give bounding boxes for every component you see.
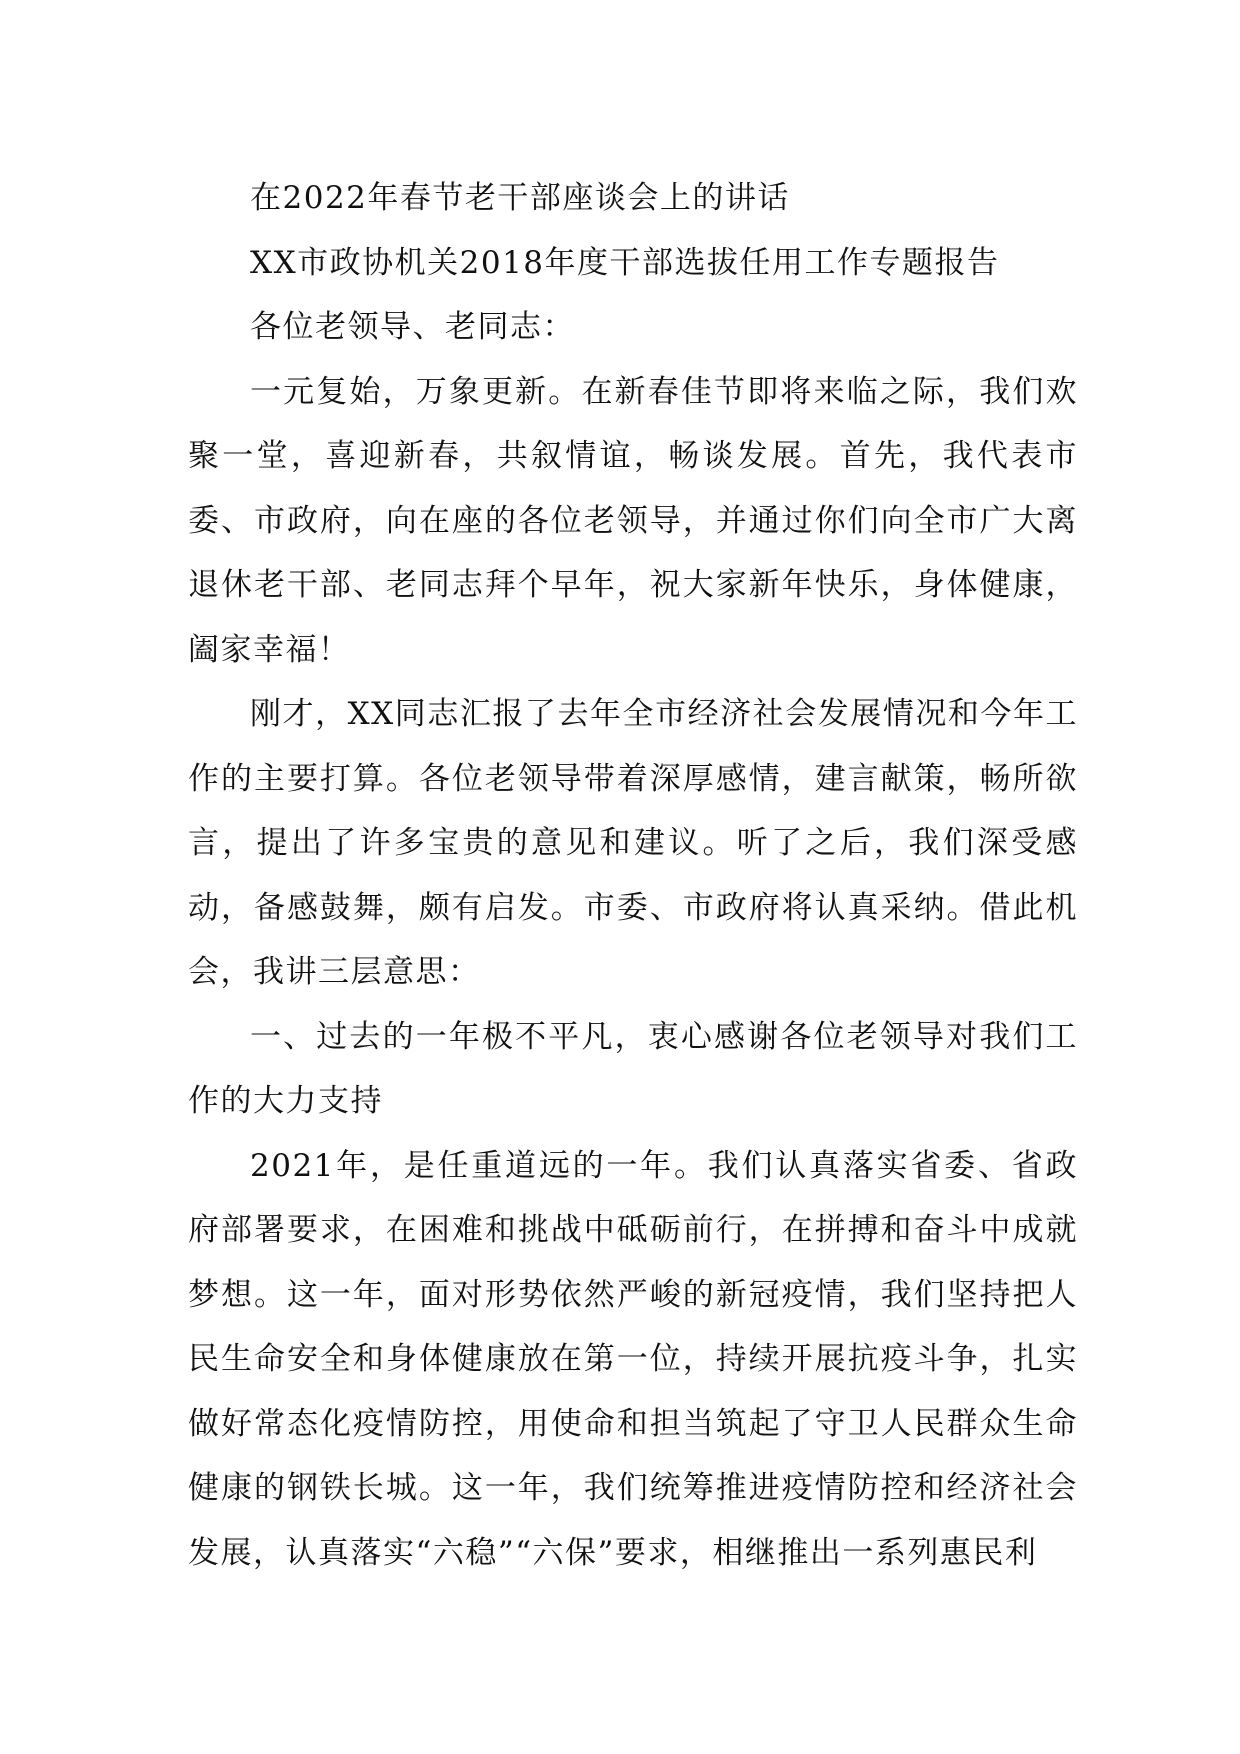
paragraph-intro: 刚才，XX同志汇报了去年全市经济社会发展情况和今年工作的主要打算。各位老领导带着深厚感情，建言献策，畅所欲言，提出了许多宝贵的意见和建议。听了之后，我们深受感动，备感鼓舞，颇有启发。市委、市政府将认真采纳。借此机会，我讲三层意思： (188, 696, 1078, 990)
salutation: 各位老领导、老同志： (250, 309, 575, 345)
document-body (188, 166, 1078, 1585)
report-title: XX市政协机关2018年度干部选拔任用工作专题报告 (250, 244, 1000, 281)
speech-title: 在2022年春节老干部座谈会上的讲话 (250, 180, 790, 216)
section-heading-1: 一、过去的一年极不平凡，衷心感谢各位老领导对我们工作的大力支持 (188, 1018, 1078, 1119)
paragraph-opening: 一元复始，万象更新。在新春佳节即将来临之际，我们欢聚一堂，喜迎新春，共叙情谊，畅谈发展。首先，我代表市委、市政府，向在座的各位老领导，并通过你们向全市广大离退休老干部、老同志拜个早年，祝大家新年快乐，身体健康，阖家幸福！ (188, 373, 1078, 668)
paragraph-2021-review: 2021年，是任重道远的一年。我们认真落实省委、省政府部署要求，在困难和挑战中砥砺前行，在拼搏和奋斗中成就梦想。这一年，面对形势依然严峻的新冠疫情，我们坚持把人民生命安全和身体健康放在第一位，持续开展抗疫斗争，扎实做好常态化疫情防控，用使命和担当筑起了守卫人民群众生命健康的钢铁长城。这一年，我们统筹推进疫情防控和经济社会发展，认真落实“六稳”“六保”要求，相继推出一系列惠民利 (188, 1147, 1078, 1571)
